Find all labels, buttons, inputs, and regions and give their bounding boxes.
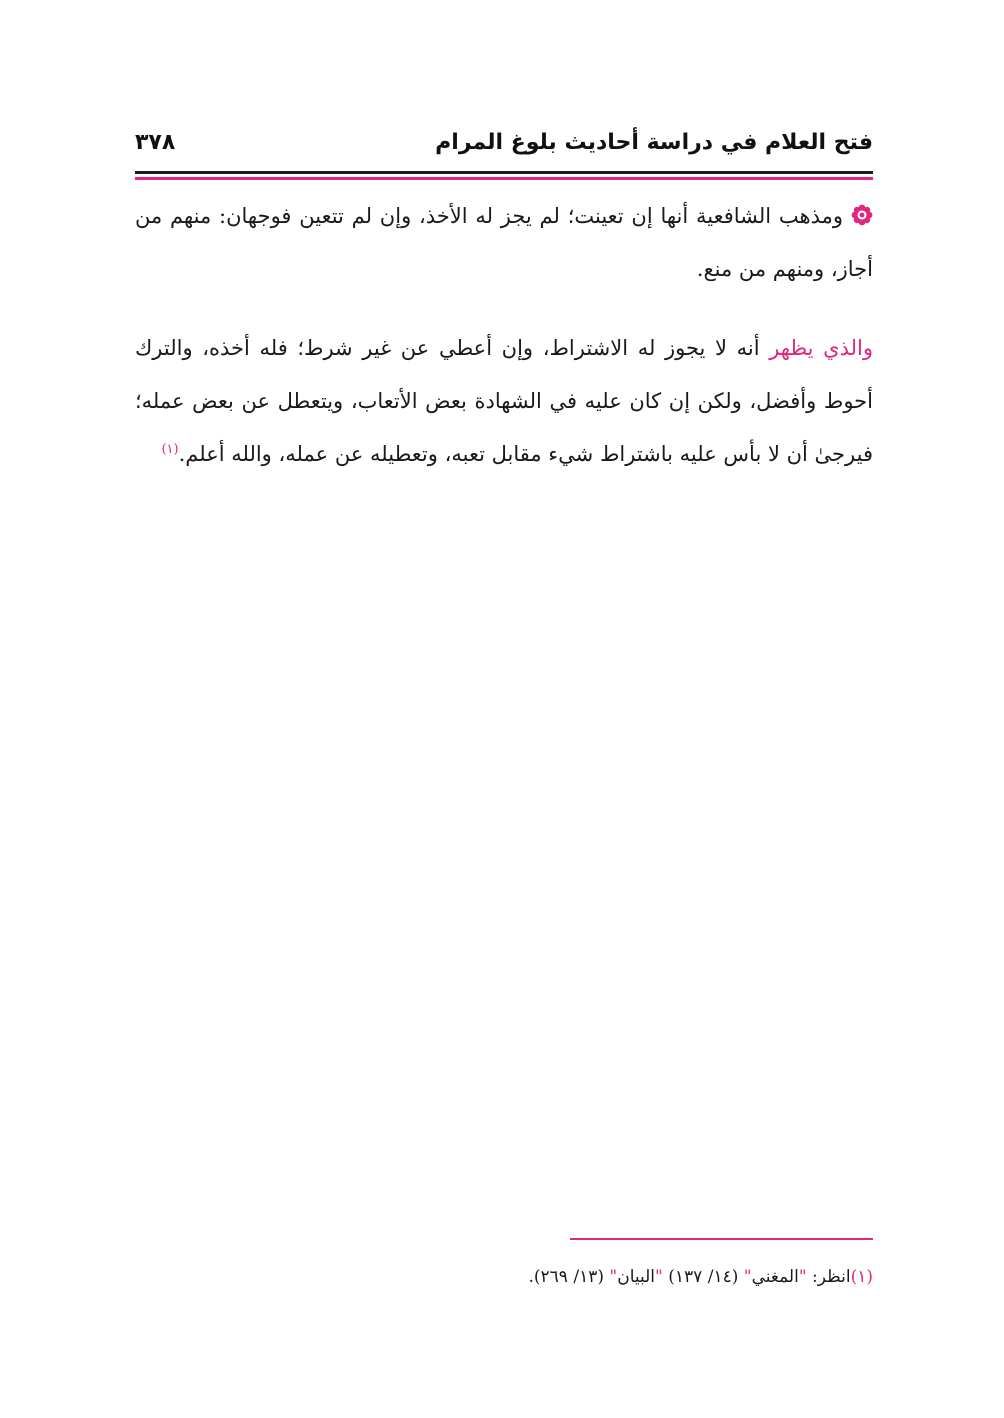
footnote: [135, 1262, 873, 1292]
flower-icon: [851, 193, 873, 215]
page-header: [135, 126, 873, 174]
paragraph-1: [135, 190, 873, 296]
footnote-separator: [570, 1238, 873, 1240]
header-rule-accent: [135, 177, 873, 180]
footnote-reference[interactable]: (١): [161, 442, 179, 457]
quote-open-icon: ": [798, 1267, 807, 1287]
paragraph-1-text: ومذهب الشافعية أنها إن تعينت؛ لم يجز له الأخذ، وإن لم تتعين فوجهان: منهم من أجاز، ومنهم من منع.: [135, 204, 873, 281]
footnote-prefix: انظر:: [806, 1267, 851, 1287]
footnote-book-2: البيان: [617, 1267, 656, 1287]
page-number: ٣٧٨: [135, 130, 176, 155]
footnote-number: (١): [850, 1267, 873, 1287]
quote-close-icon: ": [743, 1267, 752, 1287]
quote-open-icon: ": [655, 1267, 663, 1287]
book-title: فتح العلام في دراسة أحاديث بلوغ المرام: [435, 130, 873, 155]
footnote-ref-1: (١٤/ ١٣٧): [662, 1267, 744, 1287]
paragraph-2-text: أنه لا يجوز له الاشتراط، وإن أعطي عن غير شرط؛ فله أخذه، والترك أحوط وأفضل، ولكن إن كان عليه في الشهادة بعض الأتعاب، ويتعطل عن بعض عمله؛ فيرجىٰ أن لا بأس عليه باشتراط شيء مقابل تعبه، وتعطيله عن عمله، والله أعلم.: [135, 336, 873, 466]
quote-close-icon: ": [609, 1267, 618, 1287]
paragraph-2: [135, 322, 873, 481]
footnote-ref-2: (١٣/ ٢٦٩).: [528, 1267, 610, 1287]
header-rule-dark: [135, 171, 873, 174]
paragraph-2-lead: والذي يظهر: [769, 336, 873, 360]
footnote-book-1: المغني: [751, 1267, 799, 1287]
